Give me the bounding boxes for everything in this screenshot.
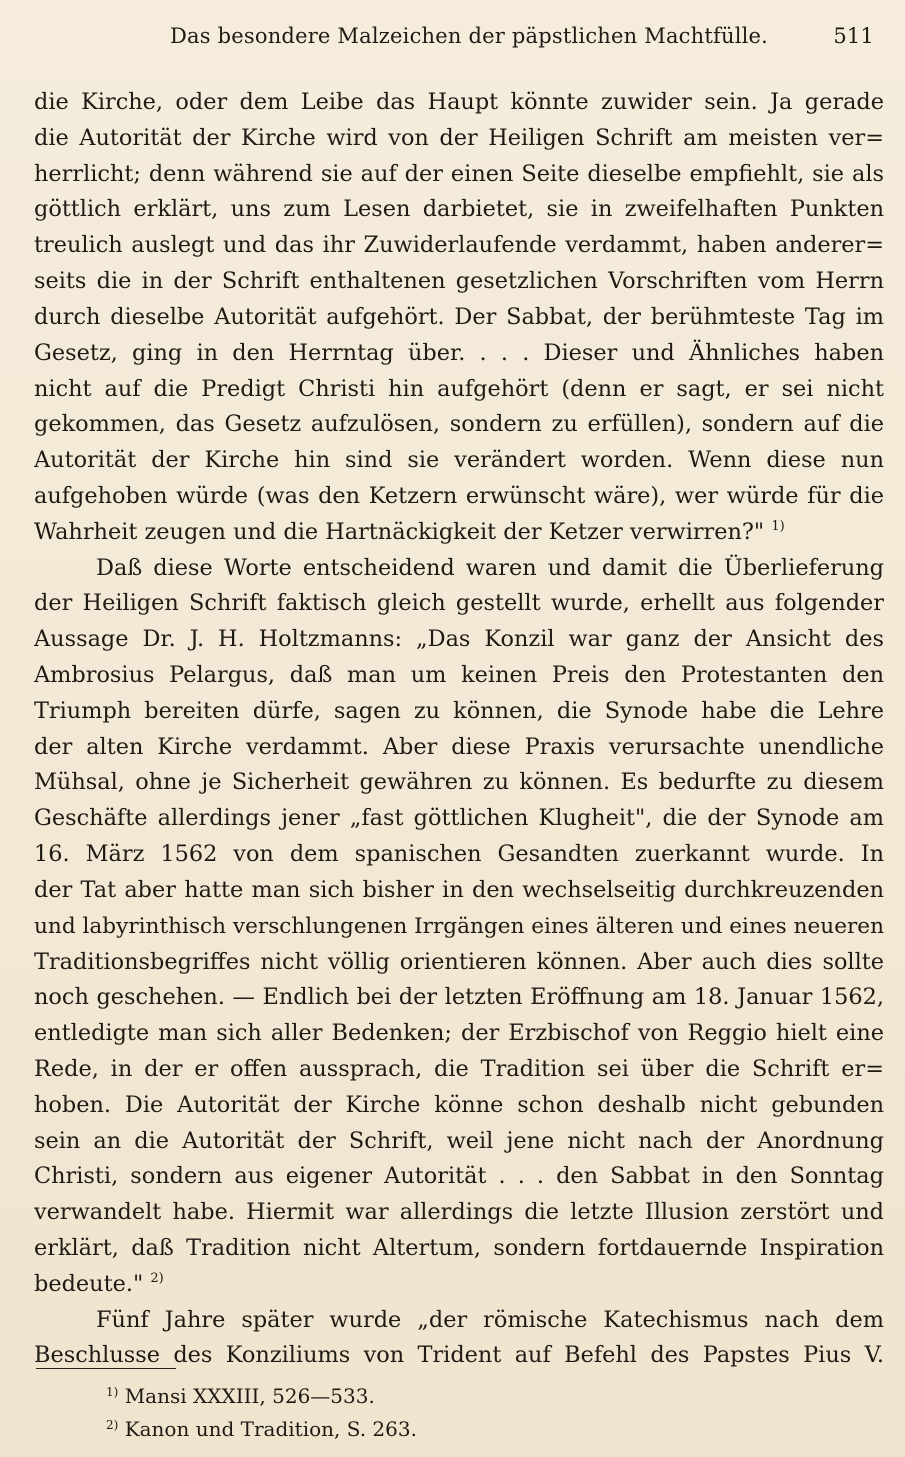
text-line-content: Fünf Jahre später wurde „der römische Katechismus nach dem: [96, 1306, 884, 1333]
footnote-text: Mansi XXXIII, 526—533.: [124, 1384, 375, 1408]
text-line: [34, 407, 884, 443]
running-head-title: Das besondere Malzeichen der päpstlichen Machtfülle.: [170, 24, 769, 48]
text-line-content: die Kirche, oder dem Leibe das Haupt könnte zuwider sein. Ja gerade: [34, 89, 884, 115]
running-head: [34, 24, 884, 54]
page-number: 511: [833, 24, 874, 48]
text-line-content: herrlicht; denn während sie auf der einen Seite dieselbe empfiehlt, sie als: [34, 160, 884, 187]
body-text: [34, 85, 884, 1374]
text-line: [34, 909, 884, 945]
text-line-content: sein an die Autorität der Schrift, weil jene nicht nach der Anordnung: [34, 1127, 884, 1154]
text-line-content: bedeute.": [34, 1270, 144, 1297]
text-line: [34, 1231, 884, 1267]
text-line-content: Gesetz, ging in den Herrntag über. . . . Dieser und Ähnliches haben: [34, 339, 884, 366]
text-line: [34, 1159, 884, 1195]
text-line: [34, 157, 884, 193]
text-line: [34, 85, 884, 121]
footnotes: [106, 1380, 806, 1446]
text-line-content: göttlich erklärt, uns zum Lesen darbietet, sie in zweifelhaften Punkten: [34, 196, 884, 223]
text-line: [34, 1195, 884, 1231]
text-line: [34, 1088, 884, 1124]
footnote-item: [106, 1380, 806, 1413]
text-line: [34, 765, 884, 801]
text-line-content: der Tat aber hatte man sich bisher in den wechselseitig durchkreuzenden: [34, 876, 884, 903]
text-line: [34, 1303, 884, 1339]
text-line: [34, 121, 884, 157]
footnote-item: [106, 1413, 806, 1446]
text-line: [34, 658, 884, 694]
text-line: [34, 372, 884, 408]
text-line-content: hoben. Die Autorität der Kirche könne schon deshalb nicht gebunden: [34, 1091, 884, 1118]
text-line-content: Autorität der Kirche hin sind sie verändert worden. Wenn diese nun: [34, 447, 884, 474]
footnote-mark: 2): [106, 1418, 119, 1432]
text-line: [34, 622, 884, 658]
text-line-content: nicht auf die Predigt Christi hin aufgehört (denn er sagt, er sei nicht: [34, 375, 884, 402]
text-line: [34, 264, 884, 300]
text-line: [34, 228, 884, 264]
text-line: [34, 1016, 884, 1052]
text-line-content: Geschäfte allerdings jener „fast göttlichen Klugheit", die der Synode am: [34, 805, 884, 832]
text-line-content: der alten Kirche verdammt. Aber diese Praxis verursachte unendliche: [34, 733, 884, 760]
text-line: [34, 336, 884, 372]
text-line-content: 16. März 1562 von dem spanischen Gesandten zuerkannt wurde. In: [34, 841, 884, 868]
text-line: [34, 1052, 884, 1088]
text-line: [34, 300, 884, 336]
text-line-content: verwandelt habe. Hiermit war allerdings die letzte Illusion zerstört und: [34, 1199, 884, 1226]
text-line: [34, 443, 884, 479]
text-line-content: aufgehoben würde (was den Ketzern erwünscht wäre), wer würde für die: [34, 482, 884, 509]
text-line-content: Triumph bereiten dürfe, sagen zu können, die Synode habe die Lehre: [34, 697, 884, 724]
text-line: [34, 730, 884, 766]
text-line: [34, 801, 884, 837]
text-line-content: Aussage Dr. J. H. Holtzmanns: „Das Konzil war ganz der Ansicht des: [34, 626, 884, 653]
footnote-text: Kanon und Tradition, S. 263.: [124, 1417, 417, 1441]
text-line-content: erklärt, daß Tradition nicht Altertum, sondern fortdauernde Inspiration: [34, 1235, 884, 1261]
text-line-content: der Heiligen Schrift faktisch gleich gestellt wurde, erhellt aus folgender: [34, 590, 884, 617]
text-line-content: Beschlusse des Konziliums von Trident auf Befehl des Papstes Pius V.: [34, 1342, 884, 1369]
text-line-content: Daß diese Worte entscheidend waren und damit die Überlieferung: [96, 554, 884, 581]
text-line-content: noch geschehen. — Endlich bei der letzten Eröffnung am 18. Januar 1562,: [34, 984, 884, 1011]
text-line-content: seits die in der Schrift enthaltenen gesetzlichen Vorschriften vom Herrn: [34, 268, 884, 295]
footnote-reference: 2): [150, 1270, 164, 1286]
text-line: [34, 873, 884, 909]
text-line: [34, 551, 884, 587]
text-line: [34, 980, 884, 1016]
text-line: [34, 192, 884, 228]
text-line-content: gekommen, das Gesetz aufzulösen, sondern zu erfüllen), sondern auf die: [34, 411, 884, 438]
text-line-content: Wahrheit zeugen und die Hartnäckigkeit der Ketzer verwirren?": [34, 518, 765, 545]
footnote-reference: 1): [771, 518, 785, 534]
text-line-content: Ambrosius Pelargus, daß man um keinen Preis den Protestanten den: [34, 662, 884, 688]
text-line: [34, 945, 884, 981]
text-line-content: durch dieselbe Autorität aufgehört. Der Sabbat, der berühmteste Tag im: [34, 303, 884, 330]
text-line-content: Traditionsbegriffes nicht völlig orientieren können. Aber auch dies sollte: [34, 948, 884, 975]
text-line: [34, 694, 884, 730]
text-line-content: und labyrinthisch verschlungenen Irrgängen eines älteren und eines neueren: [34, 913, 884, 939]
text-line: [34, 1267, 884, 1303]
footnote-mark: 1): [106, 1385, 119, 1399]
text-line: [34, 586, 884, 622]
text-line: [34, 1124, 884, 1160]
text-line: [34, 479, 884, 515]
text-line-content: Christi, sondern aus eigener Autorität . . . den Sabbat in den Sonntag: [34, 1163, 884, 1190]
text-line-content: entledigte man sich aller Bedenken; der Erzbischof von Reggio hielt eine: [34, 1020, 884, 1047]
text-line-content: Mühsal, ohne je Sicherheit gewähren zu können. Es bedurfte zu diesem: [34, 769, 884, 796]
footnote-divider: [36, 1368, 176, 1369]
text-line-content: Rede, in der er offen aussprach, die Tradition sei über die Schrift er=: [34, 1055, 884, 1082]
text-line-content: die Autorität der Kirche wird von der Heiligen Schrift am meisten ver=: [34, 124, 884, 151]
text-line-content: treulich auslegt und das ihr Zuwiderlaufende verdammt, haben anderer=: [34, 232, 884, 259]
text-line: [34, 837, 884, 873]
text-line: [34, 515, 884, 551]
